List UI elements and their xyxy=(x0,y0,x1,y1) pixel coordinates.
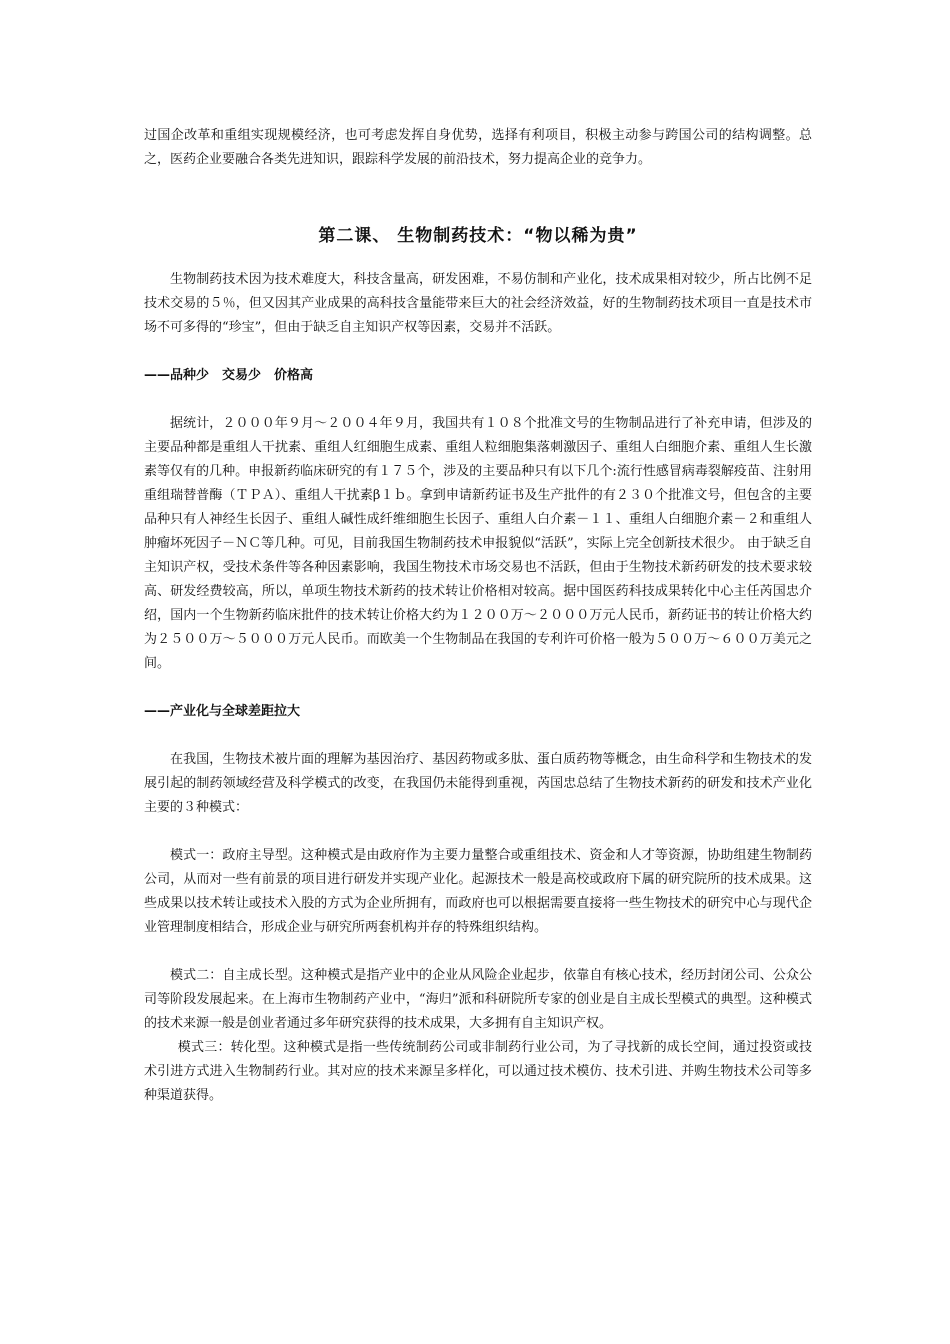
document-body xyxy=(144,124,812,1108)
paragraph-mode-3: 模式三：转化型。这种模式是指一些传统制药公司或非制药行业公司，为了寻找新的成长空间，通过投资或技术引进方式进入生物制药行业。其对应的技术来源呈多样化，可以通过技术模仿、技术引进、并购生物技术公司等多种渠道获得。 xyxy=(144,1040,812,1103)
intro-paragraph: 过国企改革和重组实现规模经济，也可考虑发挥自身优势，选择有利项目，积极主动参与跨国公司的结构调整。总之，医药企业要融合各类先进知识，跟踪科学发展的前沿技术，努力提高企业的竞争力。 xyxy=(144,128,812,167)
paragraph-biopharma-overview: 生物制药技术因为技术难度大，科技含量高，研发困难，不易仿制和产业化，技术成果相对较少，所占比例不足技术交易的５％，但又因其产业成果的高科技含量能带来巨大的社会经济效益，好的生物制药技术项目一直是技术市场不可多得的“珍宝”，但由于缺乏自主知识产权等因素，交易并不活跃。 xyxy=(144,272,812,335)
subheading-varieties: ——品种少 交易少 价格高 xyxy=(144,368,314,383)
subheading-industrialization: ——产业化与全球差距拉大 xyxy=(144,704,301,719)
paragraph-mode-1: 模式一：政府主导型。这种模式是由政府作为主要力量整合或重组技术、资金和人才等资源，协助组建生物制药公司，从而对一些有前景的项目进行研发并实现产业化。起源技术一般是高校或政府下属的研究院所的技术成果。这些成果以技术转让或技术入股的方式为企业所拥有，而政府也可以根据需要直接将一些生物技术的研究中心与现代企业管理制度相结合，形成企业与研究所两套机构并存的特殊组织结构。 xyxy=(144,848,812,935)
paragraph-statistics: 据统计，２０００年９月～２００４年９月，我国共有１０８个批准文号的生物制品进行了补充申请，但涉及的主要品种都是重组人干扰素、重组人红细胞生成素、重组人粒细胞集落刺激因子、重组人白细胞介素、重组人生长激素等仅有的几种。申报新药临床研究的有１７５个，涉及的主要品种只有以下几个:流行性感冒病毒裂解疫苗、注射用重组瑞替普酶（ＴＰＡ）、重组人干扰素β１ｂ。拿到申请新药证书及生产批件的有２３０个批准文号，但包含的主要品种只有人神经生长因子、重组人碱性成纤维细胞生长因子、重组人白介素－１１、重组人白细胞介素－２和重组人肿瘤坏死因子－ＮＣ等几种。可见，目前我国生物制药技术申报貌似“活跃”，实际上完全创新技术很少。 由于缺乏自主知识产权，受技术条件等各种因素影响，我国生物技术市场交易也不活跃，但由于生物技术新药研发的技术要求较高、研发经费较高，所以，单项生物技术新药的技术转让价格相对较高。据中国医药科技成果转化中心主任芮国忠介绍，国内一个生物新药临床批件的技术转让价格大约为１２００万～２０００万元人民币，新药证书的转让价格大约为２５００万～５０００万元人民币。而欧美一个生物制品在我国的专利许可价格一般为５００万～６００万美元之间。 xyxy=(144,416,812,671)
paragraph-china-biotech: 在我国，生物技术被片面的理解为基因治疗、基因药物或多肽、蛋白质药物等概念，由生命科学和生物技术的发展引起的制药领域经营及科学模式的改变，在我国仍未能得到重视，芮国忠总结了生物技术新药的研发和技术产业化主要的３种模式： xyxy=(144,752,812,815)
lesson-title: 第二课、 生物制药技术：“物以稀为贵” xyxy=(318,226,638,246)
paragraph-mode-2: 模式二：自主成长型。这种模式是指产业中的企业从风险企业起步，依靠自有核心技术，经历封闭公司、公众公司等阶段发展起来。在上海市生物制药产业中，“海归”派和科研院所专家的创业是自主成长型模式的典型。这种模式的技术来源一般是创业者通过多年研究获得的技术成果，大多拥有自主知识产权。 xyxy=(144,968,812,1031)
